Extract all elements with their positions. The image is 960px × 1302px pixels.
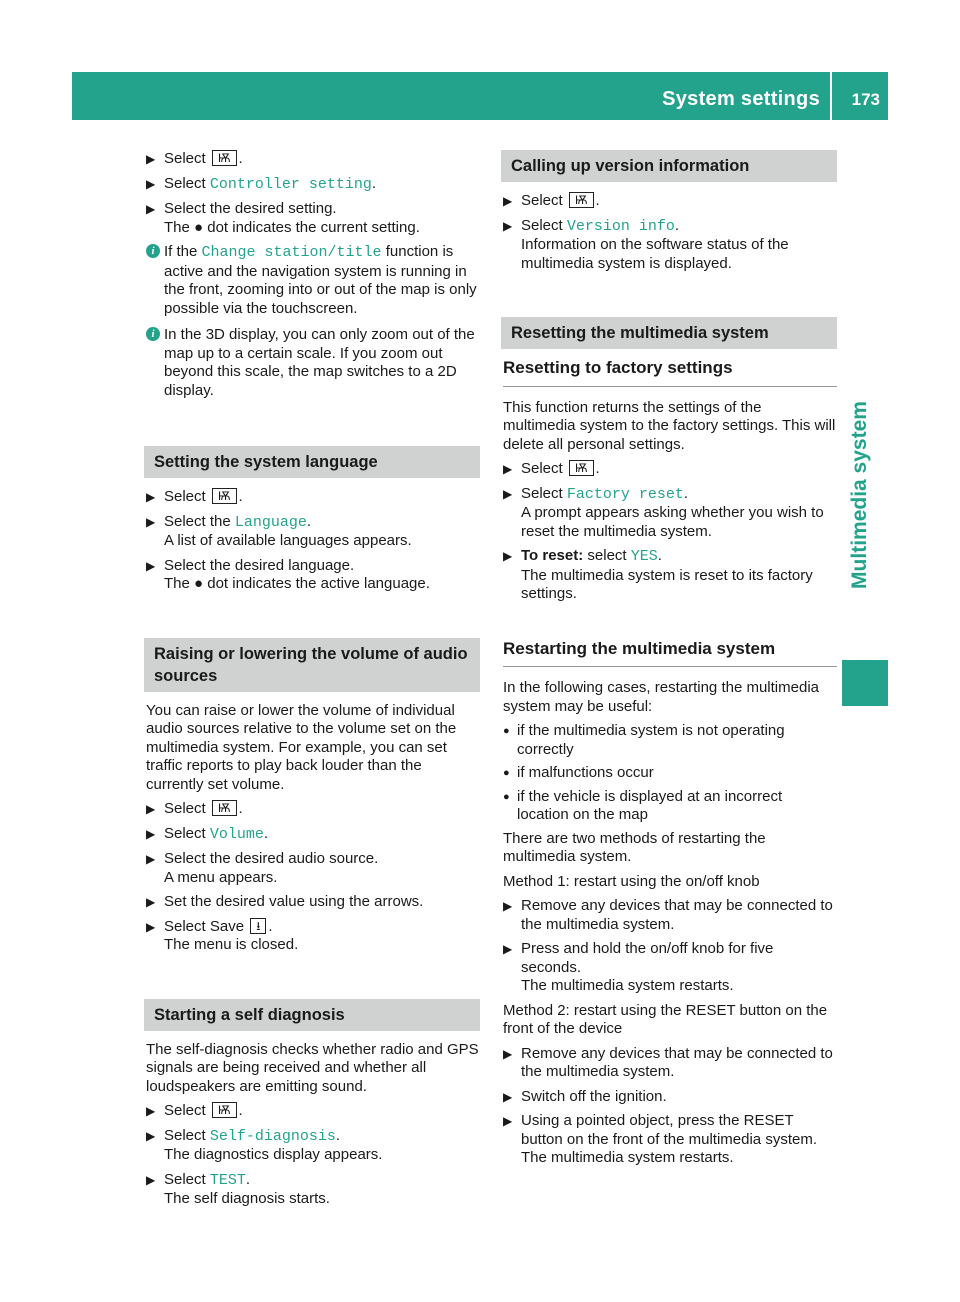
step-arrow-icon: ▶ xyxy=(146,490,156,504)
step-arrow-icon: ▶ xyxy=(146,558,156,573)
step-arrow-icon: ▶ xyxy=(503,462,513,476)
body-text: There are two methods of restarting the multimedia system. xyxy=(503,829,766,865)
list-item: ● if the vehicle is displayed at an incorrect location on the map xyxy=(503,787,783,823)
info-icon: i xyxy=(146,244,160,258)
page-header xyxy=(72,72,888,120)
step-arrow-icon: ▶ xyxy=(146,826,156,841)
settings-icon: Ѭ xyxy=(569,460,594,476)
instruction-step: ▶ Select Factory reset. A prompt appears asking whether you wish to reset the multimedia system. xyxy=(503,484,824,540)
instruction-step: ▶ Select Ѭ . xyxy=(146,1102,243,1119)
instruction-step: ▶ Using a pointed object, press the RESET button on the front of the multimedia system. The multimedia system restarts. xyxy=(503,1112,817,1166)
settings-icon: Ѭ xyxy=(569,192,594,208)
step-arrow-icon: ▶ xyxy=(503,218,513,233)
step-arrow-icon: ▶ xyxy=(146,176,156,191)
menu-item-ref: Change station/title xyxy=(201,244,382,261)
instruction-step: ▶ Select TEST. The self diagnosis starts. xyxy=(146,1170,330,1207)
menu-item-ref: YES xyxy=(630,548,658,565)
menu-item-ref: TEST xyxy=(209,1171,246,1189)
menu-item-ref: Self-diagnosis xyxy=(209,1127,336,1145)
step-arrow-icon: ▶ xyxy=(146,1172,156,1187)
settings-icon: Ѭ xyxy=(212,1102,237,1118)
menu-item-ref: Language xyxy=(234,513,307,531)
section-heading: Starting a self diagnosis xyxy=(144,999,480,1031)
instruction-step: ▶ Select Ѭ . xyxy=(146,488,243,505)
instruction-step: ▶ Select Ѭ . xyxy=(503,192,600,209)
menu-item-ref: Factory reset xyxy=(566,485,684,503)
subsection-heading: Resetting to factory settings xyxy=(503,359,837,387)
section-title: System settings xyxy=(662,88,820,110)
instruction-step: ▶ Select Ѭ . xyxy=(146,800,243,817)
instruction-step: ▶ Select the desired setting. The ● dot indicates the current setting. xyxy=(146,200,420,236)
step-arrow-icon: ▶ xyxy=(146,895,156,909)
header-divider xyxy=(830,72,832,120)
instruction-step: ▶ Select the desired language. The ● dot indicates the active language. xyxy=(146,556,430,592)
instruction-step: ▶ Select Self-diagnosis. The diagnostics display appears. xyxy=(146,1126,383,1163)
step-arrow-icon: ▶ xyxy=(146,919,156,934)
list-item: ● if malfunctions occur xyxy=(503,764,654,781)
step-arrow-icon: ▶ xyxy=(146,152,156,166)
body-text: In the following cases, restarting the multimedia system may be useful: xyxy=(503,679,819,715)
body-text: You can raise or lower the volume of individual audio sources relative to the volume set on the multimedia system. For example, you can set traffic reports to play back louder than the currently set volume. xyxy=(146,701,457,793)
step-arrow-icon: ▶ xyxy=(146,1104,156,1118)
instruction-step: ▶ Remove any devices that may be connected to the multimedia system. xyxy=(503,1044,833,1080)
menu-item-ref: Version info xyxy=(566,217,675,235)
step-arrow-icon: ▶ xyxy=(146,202,156,216)
step-arrow-icon: ▶ xyxy=(146,852,156,866)
step-arrow-icon: ▶ xyxy=(503,549,513,563)
instruction-step: ▶ Press and hold the on/off knob for five seconds. The multimedia system restarts. xyxy=(503,940,774,994)
instruction-step: ▶ Remove any devices that may be connected to the multimedia system. xyxy=(503,897,833,933)
instruction-step: ▶ Select Save ⭳ . The menu is closed. xyxy=(146,917,299,953)
step-arrow-icon: ▶ xyxy=(146,514,156,529)
step-arrow-icon: ▶ xyxy=(503,194,513,208)
instruction-step: ▶ Set the desired value using the arrows. xyxy=(146,893,424,910)
bullet-icon: ● xyxy=(503,790,510,803)
step-arrow-icon: ▶ xyxy=(503,899,513,913)
settings-icon: Ѭ xyxy=(212,800,237,816)
instruction-step: ▶ Select Volume. xyxy=(146,824,269,843)
settings-icon: Ѭ xyxy=(212,488,237,504)
step-arrow-icon: ▶ xyxy=(146,802,156,816)
section-heading: Setting the system language xyxy=(144,446,480,478)
instruction-step: ▶ Select the Language. A list of available languages appears. xyxy=(146,512,412,549)
instruction-step: ▶ Select Ѭ . xyxy=(503,460,600,477)
body-text: The self-diagnosis checks whether radio and GPS signals are being received and whether all loudspeakers are emitting sound. xyxy=(146,1040,479,1095)
save-icon: ⭳ xyxy=(250,918,266,934)
section-heading: Resetting the multimedia system xyxy=(501,317,837,349)
step-arrow-icon: ▶ xyxy=(503,486,513,501)
list-item: ● if the multimedia system is not operating correctly xyxy=(503,722,785,758)
page-number: 173 xyxy=(851,90,880,109)
step-arrow-icon: ▶ xyxy=(503,1089,513,1104)
step-arrow-icon: ▶ xyxy=(503,1046,513,1061)
section-heading: Raising or lowering the volume of audio sources xyxy=(144,638,480,692)
info-note: i If the Change station/title function is active and the navigation system is running in the front, zooming into or out of the map is only possible via the touchscreen. xyxy=(146,243,480,318)
step-arrow-icon: ▶ xyxy=(503,1114,513,1128)
section-heading: Calling up version information xyxy=(501,150,837,182)
body-text: This function returns the settings of the multimedia system to the factory settings. This will delete all personal settings. xyxy=(503,398,836,453)
bullet-icon: ● xyxy=(503,767,510,779)
right-column xyxy=(503,150,837,1174)
bullet-icon: ● xyxy=(503,725,510,737)
chapter-side-tab xyxy=(842,370,878,620)
step-arrow-icon: ▶ xyxy=(146,1128,156,1143)
instruction-step: ▶ Select the desired audio source. A menu appears. xyxy=(146,850,379,886)
body-text: Method 1: restart using the on/off knob xyxy=(503,872,760,890)
info-note: i In the 3D display, you can only zoom out of the map up to a certain scale. If you zoom out beyond this scale, the map switches to a 2D display. xyxy=(146,326,480,400)
menu-item-ref: Controller setting xyxy=(209,175,372,193)
chapter-label: Multimedia system xyxy=(848,401,871,589)
settings-icon: Ѭ xyxy=(212,150,237,166)
chapter-marker xyxy=(842,660,888,706)
instruction-step: ▶ To reset: select YES. The multimedia system is reset to its factory settings. xyxy=(503,547,813,602)
instruction-step: ▶ Select Version info. Information on the software status of the multimedia system is displayed. xyxy=(503,216,789,272)
menu-item-ref: Volume xyxy=(209,825,264,843)
info-icon: i xyxy=(146,327,160,341)
body-text: Method 2: restart using the RESET button on the front of the device xyxy=(503,1001,828,1037)
step-arrow-icon: ▶ xyxy=(503,942,513,956)
instruction-step: ▶ Select Ѭ . xyxy=(146,150,243,167)
instruction-step: ▶ Select Controller setting. xyxy=(146,174,377,193)
instruction-step: ▶ Switch off the ignition. xyxy=(503,1087,667,1105)
subsection-heading: Restarting the multimedia system xyxy=(503,640,837,668)
left-column xyxy=(146,150,480,1215)
